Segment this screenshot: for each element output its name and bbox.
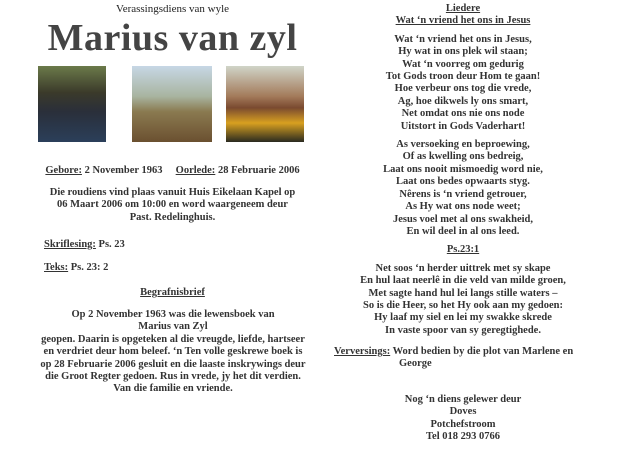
dates-line: [30, 165, 315, 177]
died-date: 28 Februarie 2006: [217, 165, 300, 176]
lyric-line: Met sagte hand hul lei langs stille waters –: [368, 287, 558, 299]
letter-line: geopen. Daarin is opgeteken al die vreugde, liefde, hartseer: [41, 333, 305, 345]
born-date: 2 November 1963: [84, 165, 163, 176]
lyric-line: Laat ons nooit mismoedig word nie,: [383, 163, 543, 175]
lyric-line: Hy laaf my siel en lei my swakke skrede: [374, 312, 552, 324]
reading-value: Ps. 23: [98, 239, 125, 250]
lyric-line: As versoeking en beproewing,: [396, 139, 530, 151]
lyric-line: Of as kwelling ons bedreig,: [402, 151, 524, 163]
letter-line: op 28 Februarie 2006 gesluit en die laaste inskrywings deur: [40, 358, 306, 370]
lyric-line: Nêrens is ‘n vriend getrouer,: [399, 188, 527, 200]
undertaker-city: Potchefstroom: [430, 418, 496, 430]
undertaker: [328, 394, 598, 444]
letter-line: en verdriet deur hom beleef. ‘n Ten volle geskrewe boek is: [43, 346, 303, 358]
verse-1: [328, 34, 598, 133]
lyric-line: Ag, hoe dikwels ly ons smart,: [397, 95, 529, 107]
lyric-line: Tot Gods troon deur Hom te gaan!: [385, 71, 541, 83]
reading-label: Skriflesing:: [44, 239, 96, 250]
lyric-line: Uitstort in Gods Vaderhart!: [400, 120, 526, 132]
letter-line: Marius van Zyl: [138, 321, 208, 333]
lyric-line: Wat ‘n vriend het ons in Jesus,: [394, 33, 532, 45]
photo-outdoor: [132, 66, 212, 142]
letter-heading: Begrafnisbrief: [140, 287, 205, 298]
psalm-title: Ps.23:1: [446, 244, 480, 256]
text-value: Ps. 23: 2: [70, 262, 109, 273]
lyric-line: Laat ons bedes opwaarts styg.: [396, 176, 530, 188]
lyric-line: Hy wat in ons plek wil staan;: [398, 46, 528, 58]
lyric-line: En wil deel in al ons leed.: [406, 225, 520, 237]
lyric-line: As Hy wat ons node weet;: [405, 201, 521, 213]
lyric-line: Hoe verbeur ons tog die vrede,: [394, 83, 532, 95]
songs-section: [328, 3, 598, 337]
born-label: Gebore:: [45, 165, 82, 176]
refreshments-line: George: [399, 358, 432, 370]
verse-2: [328, 139, 598, 238]
deceased-name: Marius van zyl: [47, 17, 298, 59]
lyric-line: Net omdat ons nie ons node: [401, 108, 525, 120]
scripture-reading: [44, 239, 125, 251]
undertaker-line: Nog ‘n diens gelewer deur: [404, 394, 522, 405]
service-line: Die roudiens vind plaas vanuit Huis Eikelaan Kapel op: [49, 187, 296, 198]
lyric-line: En hul laat neerlê in die veld van milde groen,: [360, 275, 566, 287]
songs-heading: Liedere: [445, 3, 481, 14]
lyric-line: So is die Heer, so het Hy ook aan my gedoen:: [363, 299, 563, 311]
service-line: 06 Maart 2006 om 10:00 en word waargeneem deur: [57, 199, 288, 211]
letter-line: die Groot Regter gedoen. Rus in vrede, jy het dit verdien.: [45, 371, 301, 383]
died-label: Oorlede:: [175, 165, 216, 176]
undertaker-name: Doves: [449, 406, 477, 418]
subtitle: Verassingsdiens van wyle: [115, 3, 230, 15]
psalm-text: [328, 263, 598, 337]
refreshments-line: Word bedien by die plot van Marlene en: [392, 346, 574, 357]
text-label: Teks:: [44, 262, 69, 273]
service-details: [40, 187, 305, 224]
letter-line: Van die familie en vriende.: [113, 383, 233, 395]
refreshments-label: Verversings:: [334, 346, 391, 357]
undertaker-phone: Tel 018 293 0766: [426, 431, 500, 443]
funeral-letter: [32, 309, 314, 396]
photo-portrait-uniform: [226, 66, 304, 142]
letter-line: Op 2 November 1963 was die lewensboek van: [71, 309, 275, 320]
song-title: Wat ‘n vriend het ons in Jesus: [395, 15, 531, 27]
service-line: Past. Redelinghuis.: [129, 211, 216, 223]
lyric-line: Net soos ‘n herder uittrek met sy skape: [375, 262, 551, 274]
lyric-line: Jesus voel met al ons swakheid,: [392, 213, 533, 225]
photo-portrait-young: [38, 66, 106, 142]
refreshments: [334, 346, 594, 371]
lyric-line: Wat ‘n voorreg om gedurig: [402, 58, 524, 70]
sermon-text: [44, 262, 108, 274]
lyric-line: In vaste spoor van sy geregtighede.: [385, 324, 541, 336]
